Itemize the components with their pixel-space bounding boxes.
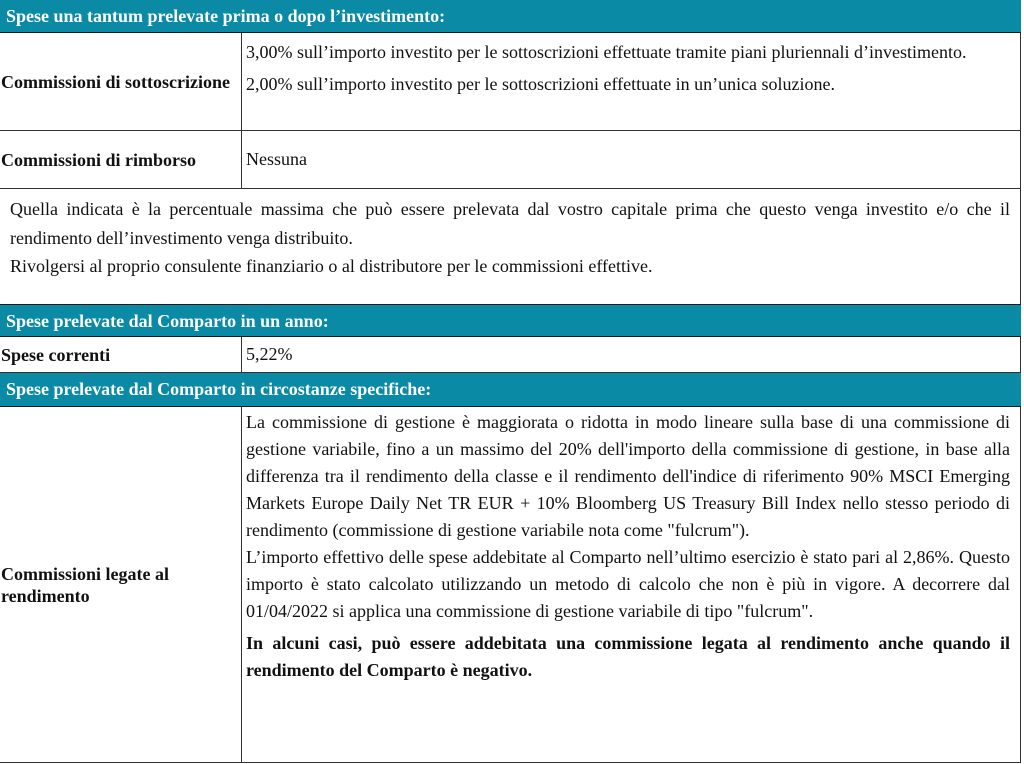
redemption-fee-value: Nessuna — [246, 149, 307, 169]
row-value-redemption-fees — [243, 131, 1020, 188]
row-label-ongoing-charges: Spese correnti — [0, 337, 242, 372]
ongoing-charges-value: 5,22% — [246, 344, 293, 364]
section-header-yearly-charges: Spese prelevate dal Comparto in un anno: — [0, 304, 1021, 337]
performance-fee-last-year: L’importo effettivo delle spese addebitate al Comparto nell’ultimo esercizio è stato pari al 2,86%. Questo importo è stato calcolato utilizzando un metodo di calcolo che non è più in vigore. A decorrere dal 01/04/2022 si applica una commissione di gestione variabile di tipo "fulcrum". — [246, 547, 1010, 621]
row-value-ongoing-charges — [243, 337, 1020, 372]
table-row-subscription-fees — [0, 33, 1021, 131]
performance-fee-description: La commissione di gestione è maggiorata o ridotta in modo lineare sulla base di una commissione di gestione variabile, fino a un massimo del 20% dell'importo della commissione di gestione, in base alla differenza tra il rendimento della classe e il rendimento dell'indice di riferimento 90% MSCI Emerging Markets Europe Daily Net TR EUR + 10% Bloomberg US Treasury Bill Index nello stesso periodo di rendimento (commissione di gestione variabile nota come "fulcrum"). — [246, 412, 1010, 540]
note-maximum-percentage: Quella indicata è la percentuale massima che può essere prelevata dal vostro capitale prima che questo venga investito e/o che il rendimento dell’investimento venga distribuito. — [10, 199, 1010, 248]
row-label-subscription-fees: Commissioni di sottoscrizione — [0, 33, 242, 130]
section-header-one-off-charges: Spese una tantum prelevate prima o dopo l’investimento: — [0, 0, 1021, 33]
row-label-performance-fees: Commissioni legate al rendimento — [0, 407, 242, 762]
performance-fee-warning: In alcuni casi, può essere addebitata una commissione legata al rendimento anche quando il rendimento del Comparto è negativo. — [246, 633, 1010, 680]
table-row-redemption-fees — [0, 131, 1021, 189]
subscription-fee-pic: 2,00% sull’importo investito per le sottoscrizioni effettuate in un’unica soluzione. — [246, 74, 836, 94]
note-contact-advisor: Rivolgersi al proprio consulente finanziario o al distributore per le commissioni effettive. — [10, 256, 653, 276]
one-off-charges-notes — [0, 189, 1021, 304]
table-row-performance-fees — [0, 407, 1021, 763]
subscription-fee-pac: 3,00% sull’importo investito per le sottoscrizioni effettuate tramite piani pluriennali d’investimento. — [246, 42, 967, 62]
row-label-redemption-fees: Commissioni di rimborso — [0, 131, 242, 188]
section-header-specific-charges: Spese prelevate dal Comparto in circostanze specifiche: — [0, 373, 1021, 407]
row-value-performance-fees — [243, 407, 1020, 762]
row-value-subscription-fees — [243, 33, 1020, 130]
table-row-ongoing-charges — [0, 337, 1021, 373]
